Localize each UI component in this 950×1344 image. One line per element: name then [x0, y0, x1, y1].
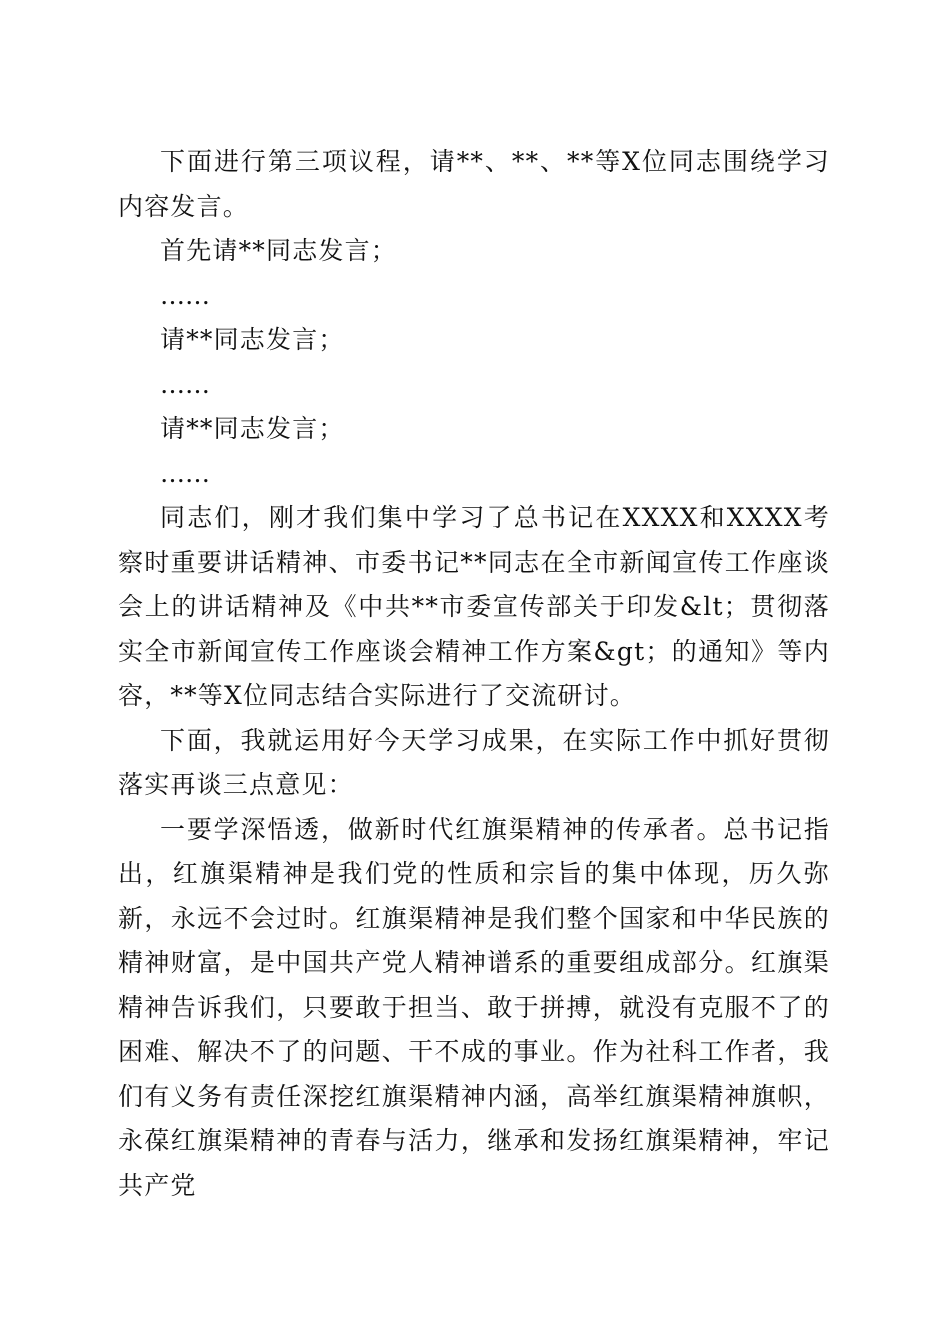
document-body	[118, 140, 830, 1208]
paragraph-ellipsis: ……	[160, 280, 210, 310]
paragraph-first-speaker: 首先请**同志发言；	[160, 236, 398, 265]
paragraph-ellipsis: ……	[160, 458, 210, 488]
paragraph-transition: 下面，我就运用好今天学习成果，在实际工作中抓好贯彻落实再谈三点意见：	[118, 725, 830, 799]
paragraph-summary: 同志们，刚才我们集中学习了总书记在XXXX和XXXX考察时重要讲话精神、市委书记**同志在全市新闻宣传工作座谈会上的讲话精神及《中共**市委宣传部关于印发&lt；贯彻落实全市新闻宣传工作座谈会精神工作方案&gt；的通知》等内容，**等X位同志结合实际进行了交流研讨。	[118, 503, 830, 710]
paragraph-ellipsis: ……	[160, 369, 210, 399]
paragraph-speaker: 请**同志发言；	[160, 414, 345, 443]
paragraph-speaker: 请**同志发言；	[160, 325, 345, 354]
paragraph-agenda: 下面进行第三项议程，请**、**、**等X位同志围绕学习内容发言。	[118, 147, 830, 221]
paragraph-point-one: 一要学深悟透，做新时代红旗渠精神的传承者。总书记指出，红旗渠精神是我们党的性质和宗旨的集中体现，历久弥新，永远不会过时。红旗渠精神是我们整个国家和中华民族的精神财富，是中国共产党人精神谱系的重要组成部分。红旗渠精神告诉我们，只要敢于担当、敢于拼搏，就没有克服不了的困难、解决不了的问题、干不成的事业。作为社科工作者，我们有义务有责任深挖红旗渠精神内涵，高举红旗渠精神旗帜，永葆红旗渠精神的青春与活力，继承和发扬红旗渠精神，牢记共产党	[118, 814, 830, 1200]
